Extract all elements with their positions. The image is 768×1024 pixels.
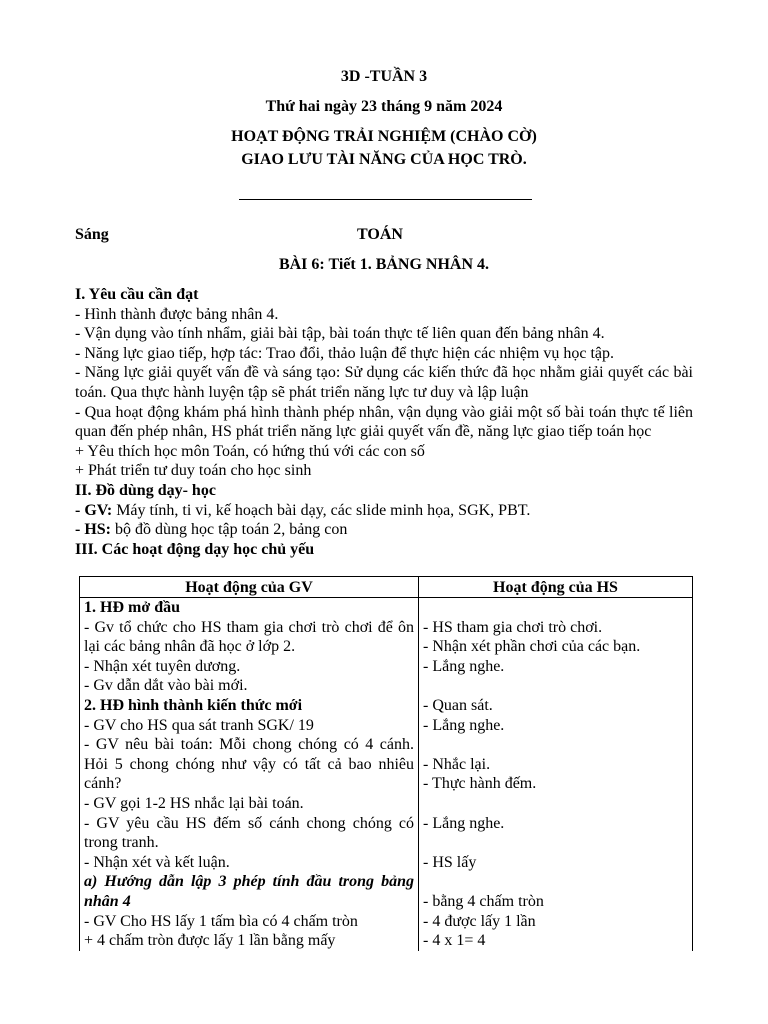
hs-step: - Lắng nghe.	[423, 814, 505, 832]
objective-line: + Yêu thích học môn Toán, có hứng thú với các con số	[75, 442, 425, 460]
hs-step: - bằng 4 chấm tròn	[423, 892, 544, 910]
lesson-title: BÀI 6: Tiết 1. BẢNG NHÂN 4.	[278, 256, 490, 273]
gv-step: - GV nêu bài toán: Mỗi chong chóng có 4 cánh. Hỏi 5 chong chóng như vậy có tất cả bao nhiêu cánh?	[84, 736, 414, 793]
materials-hs-text: bộ đồ dùng học tập toán 2, bảng con	[111, 521, 348, 539]
materials-gv	[75, 501, 693, 521]
activity-heading-line2: GIAO LƯU TÀI NĂNG CỦA HỌC TRÒ.	[241, 151, 527, 168]
subject-label: TOÁN	[357, 226, 403, 243]
hs-step: - Lắng nghe.	[423, 716, 505, 734]
objective-line: - Vận dụng vào tính nhẩm, giải bài tập, bài toán thực tế liên quan đến bảng nhân 4.	[75, 325, 605, 343]
materials-gv-label: - GV:	[75, 501, 113, 519]
objective-line: - Qua hoạt động khám phá hình thành phép nhân, vận dụng vào giải một số bài toán thực tế liên quan đến phép nhân, HS phát triển năng lực giải quyết vấn đề, năng lực giao tiếp toán học	[75, 403, 693, 441]
objective-line: - Hình thành được bảng nhân 4.	[75, 305, 279, 323]
materials-hs	[75, 520, 693, 540]
gv-step: - GV yêu cầu HS đếm số cánh chong chóng có trong tranh.	[84, 814, 414, 852]
activities-table-clip	[0, 576, 768, 951]
gv-step: - GV Cho HS lấy 1 tấm bìa có 4 chấm tròn	[84, 912, 358, 930]
gv-step: - GV gọi 1-2 HS nhắc lại bài toán.	[84, 794, 304, 812]
activity-heading-line1: HOẠT ĐỘNG TRẢI NGHIỆM (CHÀO CỜ)	[231, 128, 537, 145]
activities-table	[79, 576, 693, 951]
objective-line: - Năng lực giao tiếp, hợp tác: Trao đổi, thảo luận để thực hiện các nhiệm vụ học tập.	[75, 344, 614, 362]
section3-heading: III. Các hoạt động dạy học chủ yếu	[75, 540, 315, 558]
gv-step: - Nhận xét tuyên dương.	[84, 657, 241, 675]
class-week-heading: 3D -TUẦN 3	[340, 68, 428, 85]
gv-step: - Gv dẫn dắt vào bài mới.	[84, 677, 248, 695]
hs-step: - Lắng nghe.	[423, 657, 505, 675]
hs-activities-cell	[419, 598, 693, 952]
hs-step: - Nhắc lại.	[423, 755, 491, 773]
gv-step: - Gv tổ chức cho HS tham gia chơi trò chơi để ôn lại các bảng nhân đã học ở lớp 2.	[84, 618, 414, 656]
gv-subheading: a) Hướng dẫn lập 3 phép tính đầu trong bảng nhân 4	[84, 873, 414, 910]
hs-step: - Nhận xét phần chơi của các bạn.	[423, 638, 641, 656]
section2-heading: II. Đồ dùng dạy- học	[75, 481, 216, 499]
materials-gv-text: Máy tính, ti vi, kế hoạch bài dạy, các slide minh họa, SGK, PBT.	[112, 501, 531, 519]
materials-hs-label: - HS:	[75, 521, 111, 539]
column-header-gv: Hoạt động của GV	[80, 577, 419, 598]
date-heading: Thứ hai ngày 23 tháng 9 năm 2024	[265, 98, 503, 115]
hs-step: - 4 x 1= 4	[423, 932, 486, 950]
session-label: Sáng	[75, 226, 109, 243]
column-header-hs: Hoạt động của HS	[419, 577, 693, 598]
objective-line: - Năng lực giải quyết vấn đề và sáng tạo: Sử dụng các kiến thức đã học nhằm giải quyết các bài toán. Qua thực hành luyện tập sẽ phát triển năng lực tư duy và lập luận	[75, 364, 693, 401]
lesson-objectives	[75, 285, 693, 559]
hs-step: - Thực hành đếm.	[423, 775, 537, 793]
gv-heading: 2. HĐ hình thành kiến thức mới	[84, 696, 303, 714]
gv-heading: 1. HĐ mở đầu	[84, 599, 180, 616]
gv-activities-cell	[80, 598, 419, 952]
divider-line	[239, 199, 532, 200]
hs-step: - HS tham gia chơi trò chơi.	[423, 618, 603, 636]
gv-step: - Nhận xét và kết luận.	[84, 853, 230, 871]
hs-step: - Quan sát.	[423, 696, 493, 714]
hs-step: - HS lấy	[423, 853, 477, 871]
gv-step: - GV cho HS qua sát tranh SGK/ 19	[84, 716, 314, 734]
gv-step: + 4 chấm tròn được lấy 1 lần bằng mấy	[84, 932, 336, 950]
objective-line: + Phát triển tư duy toán cho học sinh	[75, 462, 312, 480]
section1-heading: I. Yêu cầu cần đạt	[75, 286, 199, 303]
table-header-row	[80, 577, 693, 598]
table-row	[80, 598, 693, 952]
hs-step: - 4 được lấy 1 lần	[423, 912, 536, 930]
